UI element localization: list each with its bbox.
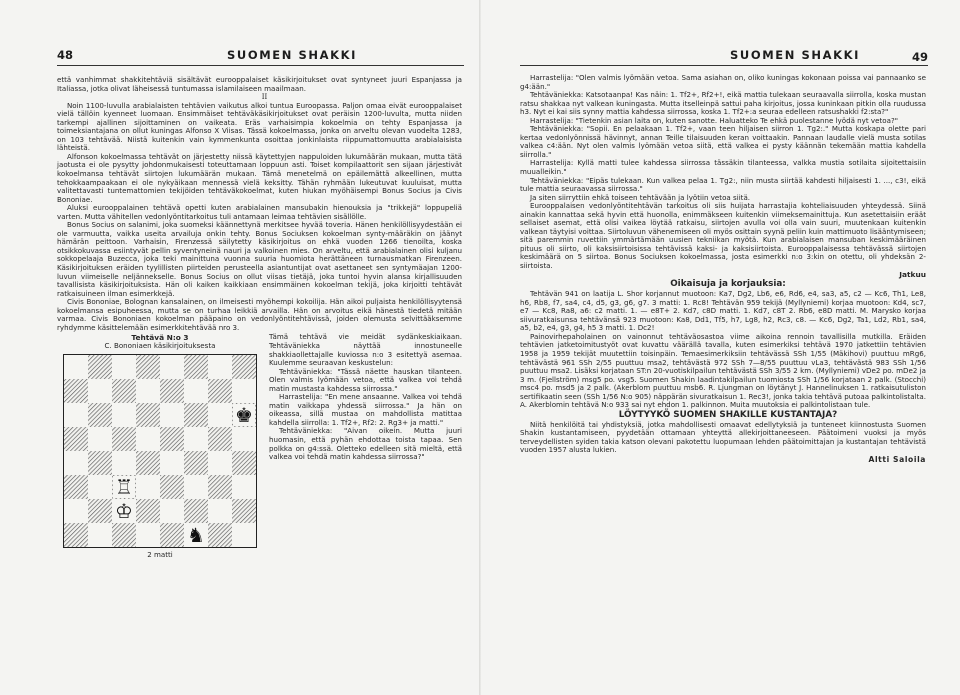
board-square-light <box>136 475 160 499</box>
diagram-title: Tehtävä N:o 3 <box>131 333 189 343</box>
board-square-dark <box>64 427 88 451</box>
board-square-light <box>232 475 256 499</box>
board-square-light <box>112 403 136 427</box>
right-para-1: Harrastelija: "Olen valmis lyömään vetoa. Sama asiahan on, oliko kuningas kokonaan poissa vai pannaanko se g4:ään." <box>520 73 926 91</box>
board-square-light <box>112 451 136 475</box>
right-para-3: Harrastelija: "Tietenkin asian laita on, kuten sanotte. Haluatteko Te ehkä puolestanne lyödä nyt vetoa?" <box>530 115 898 125</box>
board-square-light <box>64 355 88 379</box>
board-square-light <box>136 427 160 451</box>
board-square-dark <box>112 427 136 451</box>
board-square-dark <box>136 499 160 523</box>
publisher-heading: LÖYTYYKÖ SUOMEN SHAKILLE KUSTANTAJA? <box>618 409 838 420</box>
board-square-light <box>160 355 184 379</box>
diagram-side-text <box>263 333 462 461</box>
board-square-dark <box>232 355 256 379</box>
running-title-right: SUOMEN SHAKKI <box>730 48 861 62</box>
section-numeral: II <box>261 93 268 102</box>
board-square-dark <box>112 523 136 547</box>
right-para-4: Tehtäväniekka: "Sopii. En pelaakaan 1. Tf2+, vaan teen hiljaisen siirron 1. Tg2:." Mutta koskapa olette pari kertaa vedonlyönnissä hävinnyt, annan Teille tilaisuuden keran voittaakin. Pannaan laudalle vielä musta sotilas valkea c4:ään. Nyt olen valmis lyömään vetoa siitä, että valkea ei pysty käännän tekemään mattia kahdella siirrolla." <box>520 124 926 159</box>
board-square-dark <box>64 379 88 403</box>
board-square-light <box>160 499 184 523</box>
side-text-1: Tämä tehtävä vie meidät sydänkeskiaikaan. Tehtäväniekka näyttää innostuneelle shakkiaollettajalle kuviossa n:o 3 esitettyä asemaa. Kuulemme seuraavan keskustelun: <box>269 332 462 368</box>
board-square-light <box>208 403 232 427</box>
running-title-left: SUOMEN SHAKKI <box>227 48 358 62</box>
board-square-light <box>88 523 112 547</box>
board-square-dark <box>184 355 208 379</box>
board-square-light <box>136 379 160 403</box>
side-text-4: Tehtäväniekka: "Aivan oikein. Mutta juuri huomasin, että pyhän ehdottaa toista tapaa. Sen polkka on g4:ssä. Oletteko edelleen sitä mieltä, että valkea voi tehdä matin kahdessa siirrossa?" <box>269 426 462 462</box>
board-square-dark <box>160 427 184 451</box>
right-para-10: Painovirhepaholainen on vainonnut tehtäväosastoa viime aikoina rennoin tavallisilla mutkilla. Eräiden tehtävien jatketoimitustyöt ovat kuvattu väärällä tavalla, kuten esimerkiksi tehtävä 1970 jatkettiin tehtävien 1958 ja 1959 tekijät muutettiin toisinpäin. Temaesimerkiksiin tehtävässä SSh 1/55 (Mäkihovi) puuttuu mRg6, tehtävästä 961 SSh 2/55 puuttuu msa2, tehtävästä 972 SSh 7—8/55 puuttuu vLa3, tehtävästä 983 SSh 1/56 puuttuu msa2. Lisäksi korjataan ST:n 20-vuotiskilpailun tehtävästä SSh 3/55 2 km. (Myllyniemi) vDe2 po. mDe2 ja 3 m. (Fjellström) msg5 po. vsg5. Suomen Shakin laadintakilpailun tuomiosta SSh 1/56 korjataan 2 palk. (Stocchi) msc4 po. msd5 ja 2 palk. (Akerblom puuttuu msb6. R. Ljungman on löytänyt J. Hannelinuksen 1. ratkaisutuliston sertifikaatin seen (SSh 1/56 N:o 905) näppärän sivuratkaisun 1. Rec3!, jonka takia tehtävä putoaa palkintolistalta. A. Akerblomin tehtävä N:o 933 sai nyt ehdon 1. palkinnon. Muita muutoksia ei palkintolistaan tule. <box>520 331 926 410</box>
board-square-light <box>64 451 88 475</box>
left-para-2: Alfonson kokoelmassa tehtävät on järjestetty niissä käytettyjen nappuloiden lukumäärän mukaan, mutta tätä jaotusta ei ole pysytty johdonmukaisesti toteuttamaan loppuun asti. Toiset kompilaattorit sen sijaan järjestivät kokoelmansa tehtävät siirtojen lukumäärän mukaan. Tämä menetelmä on epäilemättä alkeellinen, mutta tehokkaampaakaan ei ole nykyäikaan mennessä vielä keksitty. Tähän ryhmään lukeutuvat kuuluisat, mutta valitettavasti tuntemattomien tekijöiden tehtäväkokoelmat, kuten hiukan myöhäisempi Bonus Socius ja Civis Bononiae. <box>57 151 462 204</box>
board-square-dark <box>232 451 256 475</box>
board-square-light <box>136 523 160 547</box>
white-rook-icon: ♖ <box>115 475 133 499</box>
board-square-light <box>232 379 256 403</box>
left-running-header <box>57 48 464 66</box>
left-para-5: Civis Bononiae, Bolognan kansalainen, on ilmeisesti myöhempi kokoilija. Hän aikoi puljaista henkilöllisyytensä kokoelmansa esipuheessa, mutta se on turhaa leikkiä arvailla. Hän on arvoitus eikä hänestä tiedetä mitään varmaa. Civis Bononiaen kokoelman pääpaino on vedonlyöntitehtävissä, joiden olemusta selvittääksemme ryhdymme käsittelemään esimerkkitehtävää nro 3. <box>57 297 462 332</box>
board-square-dark <box>208 379 232 403</box>
board-square-light <box>184 475 208 499</box>
board-square-light <box>112 355 136 379</box>
right-para-7: Ja siten siirryttiin ehkä toiseen tehtävään ja lyötiin vetoa siitä. <box>530 192 751 202</box>
board-square-dark <box>64 475 88 499</box>
board-square-dark <box>160 379 184 403</box>
right-para-5: Harrastelija: Kyllä matti tulee kahdessa siirrossa tässäkin tilanteessa, valkka mustia sotilaita sijoitettaisiin muualleikin." <box>520 158 926 177</box>
right-para-9: Tehtävän 941 on laatija L. Shor korjannut muotoon: Ka7, Dg2, Lb6, e6, Rd6, e4, sa3, a5, c2 — Kc6, Th1, Le8, h6, Rb8, f7, sa4, c4, d5, g3, g6, g7. 3 matti: 1. Rc8! Tehtävän 959 tekijä (Myllyniemi) korjaa muotoon: Kd4, sc7, e7 — Kc8, Ra8, a6: c2 matti. 1. — e8T+ 2. Kd7, c8D matti. 1. Kd7, c8T 2. Rb6, e8D matti. M. Marysko korjaa siivuratkaisunsa tehtävänsä 923 muotoon: Ka8, Dd1, Tf5, h7, Lg8, h2, Rc3, c8. — Kc6, Dg2, Ta1, Ld2, Rb1, sa4, a5, b2, e4, g3, g4, h5 3 matti. 1. Dc2! <box>520 289 926 333</box>
board-square-dark <box>136 451 160 475</box>
chess-board-svg <box>64 355 256 547</box>
author-signature: Altti Saloila <box>868 454 926 464</box>
board-square-light <box>208 355 232 379</box>
board-square-dark <box>64 523 88 547</box>
chess-board <box>63 354 257 548</box>
board-square-light <box>232 427 256 451</box>
page-number-right: 49 <box>911 50 928 64</box>
side-text-3: Harrastelija: "En mene ansaanne. Valkea voi tehdä matin vaikkapa yhdessä siirrossa." Ja hän on oikeassa, sillä mustaa on mahdollista matittaa kahdella siirrolla: 1. Tf2+, Rf2: 2. Rg3+ ja matti." <box>269 392 462 427</box>
board-square-dark <box>88 451 112 475</box>
right-running-header <box>520 48 928 66</box>
side-text-2: Tehtäväniekka: "Tässä näette hauskan tilanteen. Olen valmis lyömään vetoa, että valkea voi tehdä matin mustasta kahdessa siirrossa." <box>269 366 462 393</box>
diagram-caption: 2 matti <box>147 550 173 559</box>
left-para-3: Aluksi eurooppalainen tehtävä opetti kuten arabialainen mansubakin hienouksia ja "trikkejä" loppupeliä varten. Mutta vähitellen vedonlyöntitarkoitus tuli antamaan leimaa tehtävien sisällölle. <box>57 203 462 221</box>
left-para-1: Noin 1100-luvulla arabialaisten tehtävien vaikutus alkoi tuntua Euroopassa. Paljon omaa eivät eurooppalaiset vielä tällöin kyenneet luomaan. Ensimmäiset tehtäväkäsikirjoitukset ovat peräisin 1200-luvulta, mutta niiden tarkempi ajallinen sijoittaminen on vaikeata. Eräs varhaisimpia kokoelmia on tehty Espanjassa ja toimeksiantajana on ollut kuningas Alfonso X Viisas. Tässä kokoelmassa, jonka on arveltu olevan vuodelta 1283, on 103 tehtävää. Niistä kuitenkin vain kymmenkunta osoittaa jonkinlaista riippumattomuutta arabialaisista lähteistä. <box>57 100 462 153</box>
board-square-light <box>160 403 184 427</box>
black-king-icon: ♚ <box>235 403 253 427</box>
board-square-light <box>88 427 112 451</box>
board-square-light <box>88 379 112 403</box>
page-number-left: 48 <box>57 48 74 62</box>
board-square-light <box>88 475 112 499</box>
board-square-dark <box>136 355 160 379</box>
board-square-dark <box>88 355 112 379</box>
black-knight-icon: ♞ <box>187 523 205 547</box>
board-square-light <box>208 451 232 475</box>
board-square-dark <box>184 451 208 475</box>
right-para-11: Niitä henkilöitä tai yhdistyksiä, jotka mahdollisesti omaavat edellytyksiä ja tunteneet kiinnostusta Suomen Shakin kustantamiseen, pyydetään ottamaan yhteyttä allekirjoittaneeseen. Päätoimeni vuoksi ja myös terveydellisten syiden takia katson olevani pakotettu luopumaan lehden päätoimittajan ja kustantajan tehtävistä vuoden 1957 alusta lukien. <box>520 419 926 455</box>
board-square-light <box>184 379 208 403</box>
right-para-8: Eurooppalaisen vedonlyöntitehtävän tarkoitus oli siis huijata harrastajia kohteliaisuuden yhteydessä. Siinä ainakin kannattaa sekä hyvin että huonolla, enimmäkseen kuitenkin viimeksemainittuja. Kun asetettaisiin eräät sellaiset asemat, että olisi vaikea löytää ratkaisu, siirtojen avulla voi olla vain suuri, muutenkaan kuitenkin valkean täytyisi voittaa. Siirtoluvun vähenemiseen oli myös osittain syynä peliin kuin mattimuoto lisääntymiseen; sitä paremmin ruvettiin ymmärtämään uusien tekniikan myötä. Kun arabialaisen mansuban keskimääräinen pituus oli siirto, oli kaksisiirtoisissa tehtävissä kaksi- ja kaksisiirtoista. Eurooppalaisessa tehtävässä siirtojen keskimäärä on 5 siirtoa. Bonus Sociuksen kokoelmassa, josta esimerkki n:o 3:kin on otettu, oli yhdeksän 2-siirtoista. <box>520 201 926 271</box>
board-square-dark <box>208 427 232 451</box>
right-page <box>480 0 960 695</box>
board-square-dark <box>184 403 208 427</box>
board-square-light <box>64 403 88 427</box>
corrections-heading: Oikaisuja ja korjauksia: <box>670 279 786 290</box>
board-square-dark <box>160 523 184 547</box>
board-square-dark <box>208 475 232 499</box>
right-para-2: Tehtäväniekka: Katsotaanpa! Kas näin: 1. Tf2+, Rf2+!, eikä mattia tulekaan seuraavalla siirrolla, koska mustan ratsu shakkaa nyt valkean kuningasta. Mutta itselleinpä sattui paha kirjoitus, jossa kuninkaan pitkin olla ruudussa h3. Nyt ei kai siis synny mattia kahdessa siirrossa, koska 1. Tf2+:a seuraa edelleen ratsushakki f2:sta?" <box>520 90 926 117</box>
board-square-light <box>160 451 184 475</box>
board-square-dark <box>112 379 136 403</box>
left-para-4: Bonus Socius on salanimi, joka suomeksi käännettynä merkitsee hyvää toveria. Hänen henkilöllisyydestään ei ole varmuutta, vaikka useita arvailuja onkin tehty. Bonus Sociuksen kokoelman synty-määräkin on jäänyt hämärän peittoon. Varhaisin, Firenzessä säilytetty käsikirjoitus on ehkä vuoden 1266 tienoilta, koska otsikkokuvassa esiintyvät pellin syventyneinä nauri ja valkoinen mies. On arveltu, että arabialainen olisi kuljanu sokkopelaaja Buzecca, joka teki mainittuna vuonna suuria huomiota herättäneen turnausmatkan Firenzeen. Käsikirjoituksen eräiden tyylillisten piirteiden perusteella asiantuntijat ovat asettaneet sen syntymäajan 1200-luvun viimeiselle neljännekselle. Bonus Socius on ollut viisas tietäjä, joka tuntoi hyvin alansa kirjallisuuden tavallisista käsikirjoituksista. Hän oli kaiken kaikkiaan ensimmäinen kokoelman tekijä, joka kirjoitti tehtävät ratkaisuineen ilman esimerkkejä. <box>57 220 462 298</box>
diagram-column <box>57 333 263 559</box>
board-square-dark <box>88 499 112 523</box>
board-square-dark <box>208 523 232 547</box>
continues-label: Jatkuu <box>899 269 926 279</box>
right-para-6: Tehtäväniekka: "Eipäs tulekaan. Kun valkea pelaa 1. Tg2:, niin musta siirtää kahdesti hiljaisesti 1. ..., c3!, eikä tule mattia seuraavassa siirrossa." <box>520 175 926 194</box>
board-square-light <box>64 499 88 523</box>
left-body-text <box>57 76 462 560</box>
board-square-dark <box>136 403 160 427</box>
white-king-icon: ♔ <box>115 499 133 523</box>
board-square-light <box>208 499 232 523</box>
right-body-text <box>520 74 926 465</box>
board-square-dark <box>232 499 256 523</box>
left-para-intro: että vanhimmat shakkitehtäviä sisältävät eurooppalaiset käsikirjoitukset ovat syntyneet juuri Espanjassa ja Italiassa, jotka olivat läheisessä tuntumassa islamilaiseen maailmaan. <box>57 75 462 93</box>
diagram-subtitle: C. Bononiaen käsikirjoituksesta <box>104 341 216 351</box>
board-square-dark <box>184 499 208 523</box>
diagram-section <box>57 333 462 559</box>
board-square-dark <box>160 475 184 499</box>
board-square-light <box>184 427 208 451</box>
board-square-dark <box>88 403 112 427</box>
board-square-light <box>232 523 256 547</box>
